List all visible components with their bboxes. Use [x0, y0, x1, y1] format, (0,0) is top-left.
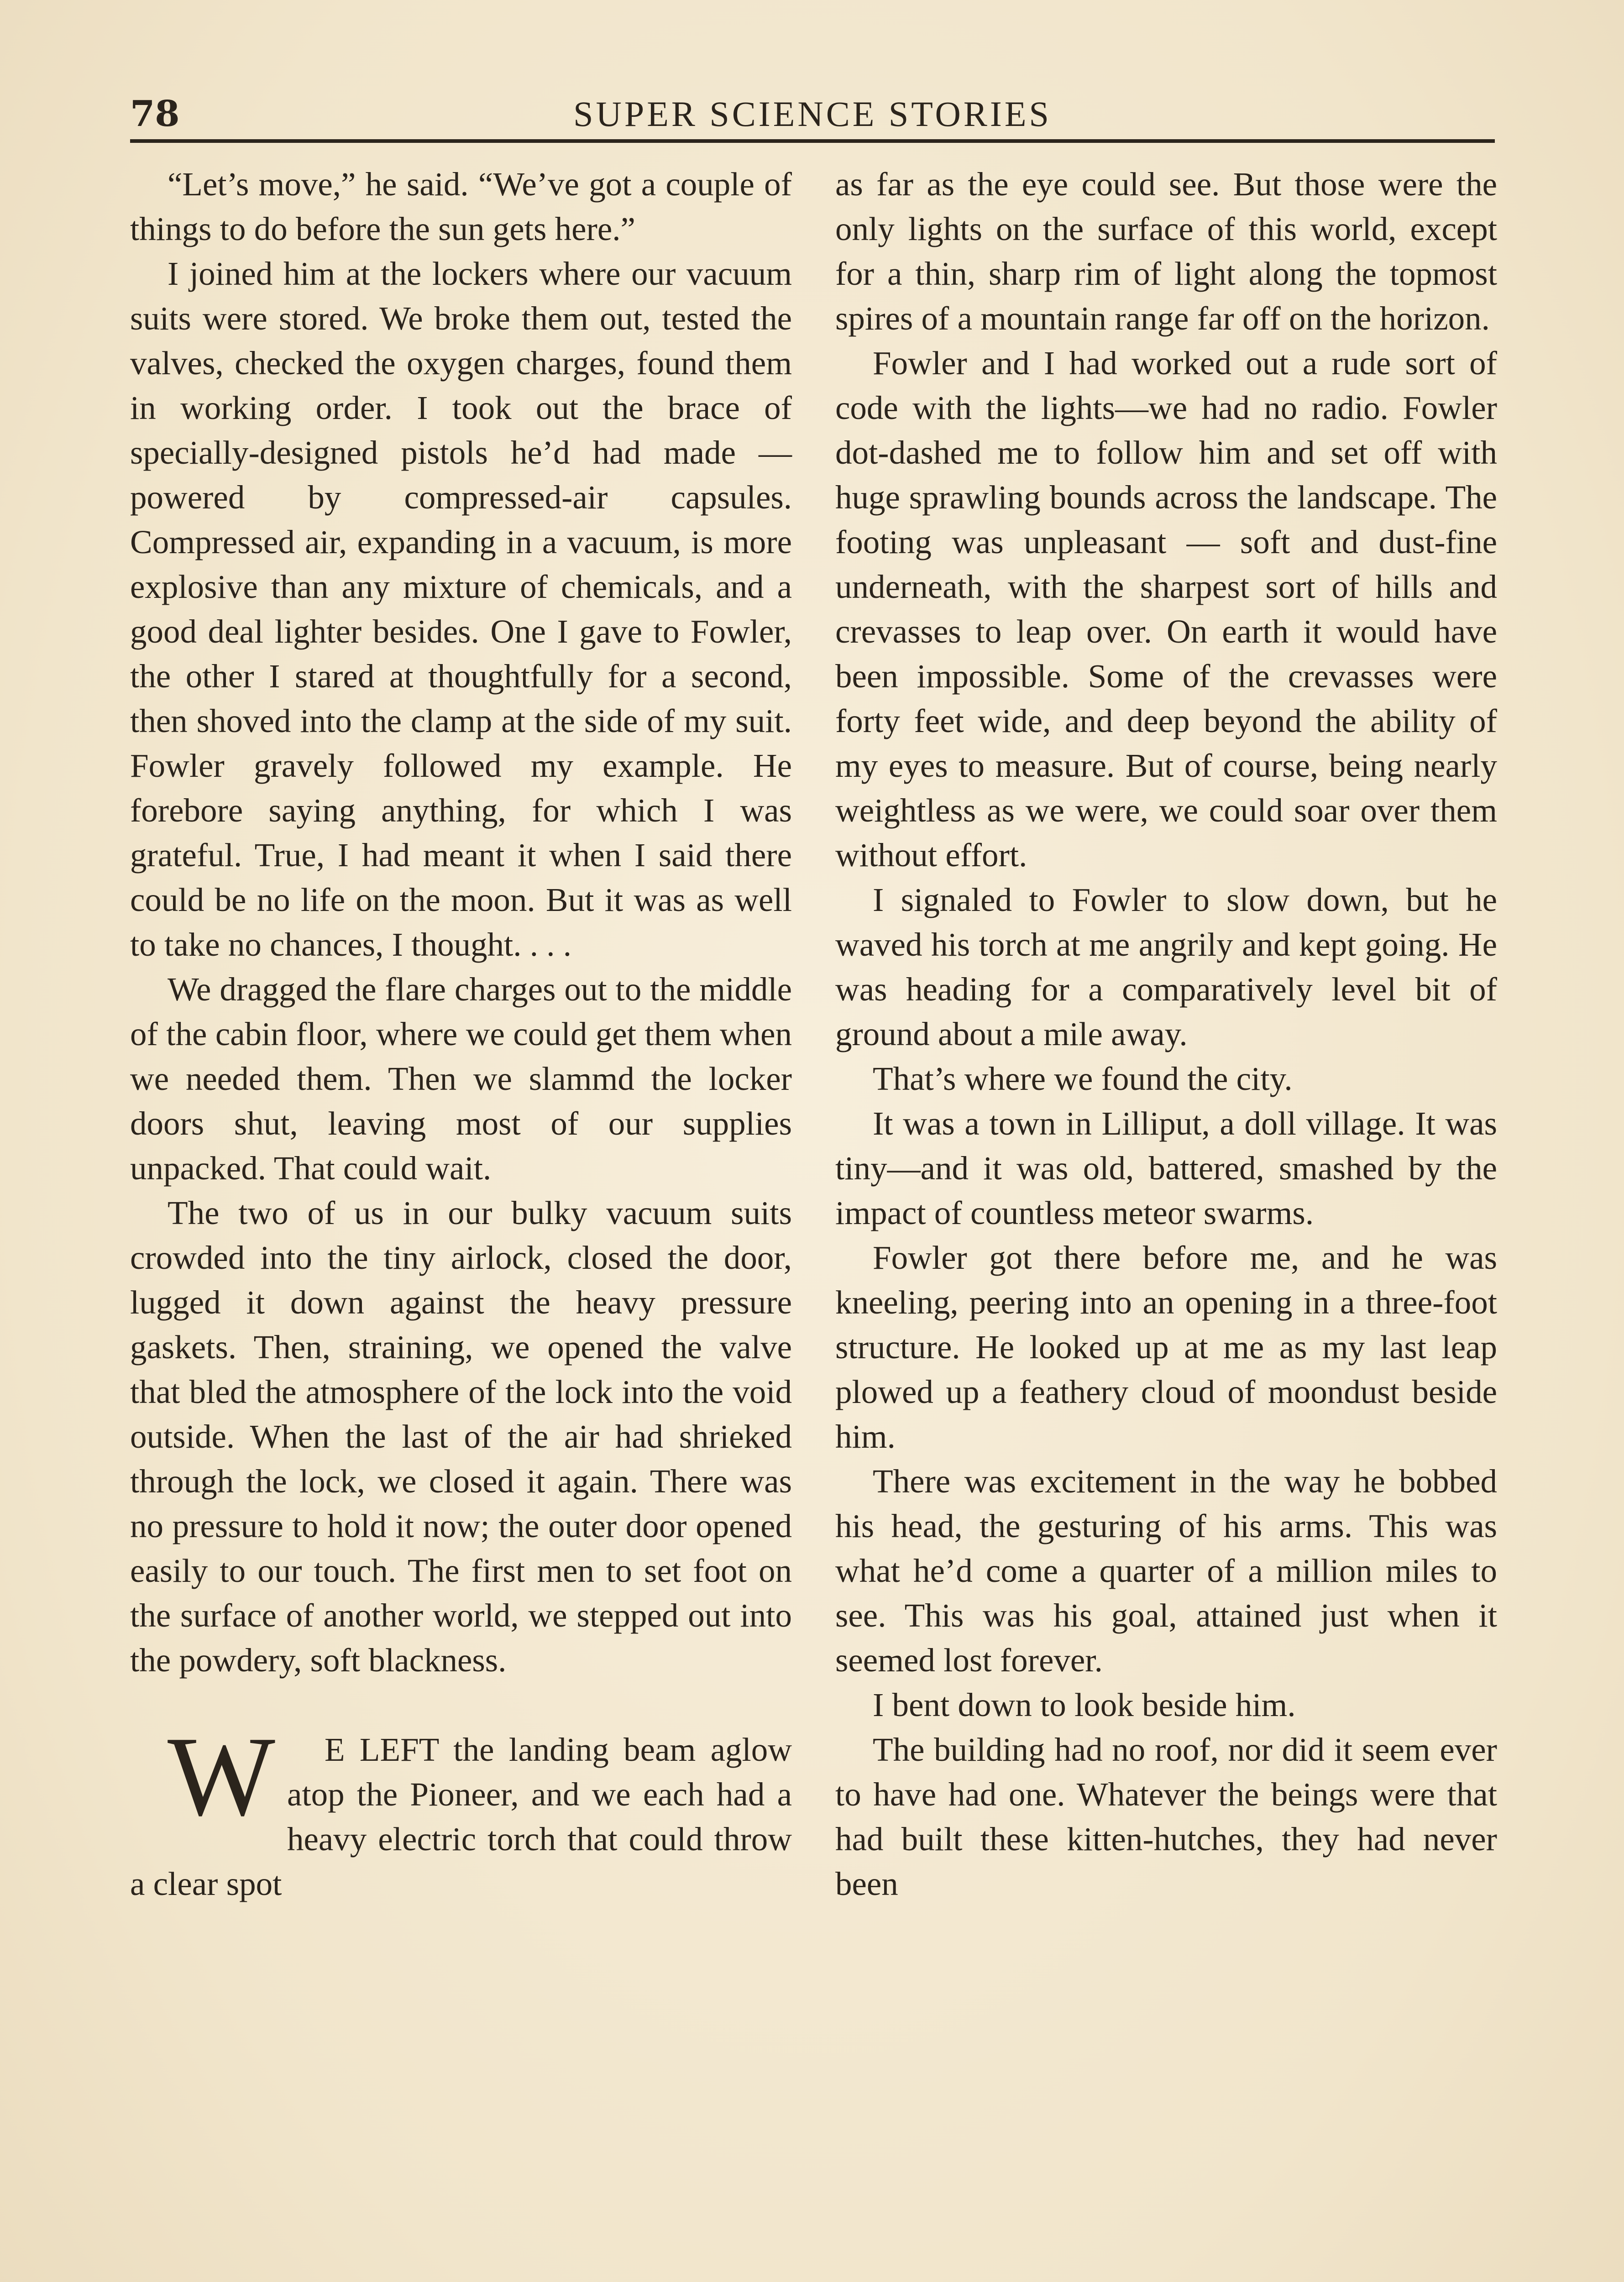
paragraph: We dragged the flare charges out to the middle of the cabin floor, where we could get them when we needed them. Then we slammd the locker doors shut, leaving most of our supplies unpacked. That could wait.: [130, 971, 792, 1187]
running-title: SUPER SCIENCE STORIES: [573, 94, 1052, 134]
section-opening: [130, 1713, 792, 1906]
paragraph: It was a town in Lilliput, a doll village. It was tiny—and it was old, battered, smashed by the impact of countless meteor swarms.: [835, 1105, 1497, 1231]
drop-cap: W: [168, 1713, 275, 1840]
page-header: [130, 91, 1495, 137]
right-column: [835, 162, 1497, 1906]
paragraph: I signaled to Fowler to slow down, but he waved his torch at me angrily and kept going. He was heading for a comparatively level bit of ground about a mile away.: [835, 881, 1497, 1052]
paragraph: Fowler got there before me, and he was kneeling, peering into an opening in a three-foot structure. He looked up at me as my last leap plowed up a feathery cloud of moondust beside him.: [835, 1239, 1497, 1455]
left-column: [130, 162, 792, 1906]
header-rule: [130, 139, 1495, 143]
paragraph: Fowler and I had worked out a rude sort of code with the lights—we had no radio. Fowler dot-dashed me to follow him and set off with huge sprawling bounds across the landscape. The footing was unpleasant — soft and dust-fine underneath, with the sharpest sort of hills and crevasses to leap over. On earth it would have been impossible. Some of the crevasses were forty feet wide, and deep beyond the ability of my eyes to measure. But of course, being nearly weightless as we were, we could soar over them without effort.: [835, 345, 1497, 874]
paragraph: “Let’s move,” he said. “We’ve got a couple of things to do before the sun gets here.”: [130, 166, 792, 247]
paragraph: I bent down to look beside him.: [873, 1686, 1296, 1723]
paragraph: I joined him at the lockers where our vacuum suits were stored. We broke them out, tested the valves, checked the oxygen charges, found them in working order. I took out the brace of specially-designed pistols he’d had made — powered by compressed-air capsules. Compressed air, expanding in a vacuum, is more explosive than any mixture of chemicals, and a good deal lighter besides. One I gave to Fowler, the other I stared at thoughtfully for a second, then shoved into the clamp at the side of my suit. Fowler gravely followed my example. He forebore saying anything, for which I was grateful. True, I had meant it when I said there could be no life on the moon. But it was as well to take no chances, I thought. . . .: [130, 255, 792, 963]
paragraph: That’s where we found the city.: [873, 1060, 1293, 1097]
paragraph: The two of us in our bulky vacuum suits crowded into the tiny airlock, closed the door, lugged it down against the heavy pressure gaskets. Then, straining, we opened the valve that bled the atmosphere of the lock into the void outside. When the last of the air had shrieked through the lock, we closed it again. There was no pressure to hold it now; the outer door opened easily to our touch. The first men to set foot on the surface of another world, we stepped out into the powdery, soft blackness.: [130, 1194, 792, 1679]
section-text: E LEFT the landing beam aglow atop the Pioneer, and we each had a heavy electric torch that could throw a clear spot: [130, 1731, 792, 1902]
paragraph: The building had no roof, nor did it seem ever to have had one. Whatever the beings were that had built these kitten-hutches, they had never been: [835, 1731, 1497, 1902]
continued-paragraph: as far as the eye could see. But those were the only lights on the surface of this world, except for a thin, sharp rim of light along the topmost spires of a mountain range far off on the horizon.: [835, 166, 1497, 337]
paragraph: There was excitement in the way he bobbed his head, the gesturing of his arms. This was what he’d come a quarter of a million miles to see. This was his goal, attained just when it seemed lost forever.: [835, 1463, 1497, 1679]
page-number: 78: [130, 93, 180, 135]
